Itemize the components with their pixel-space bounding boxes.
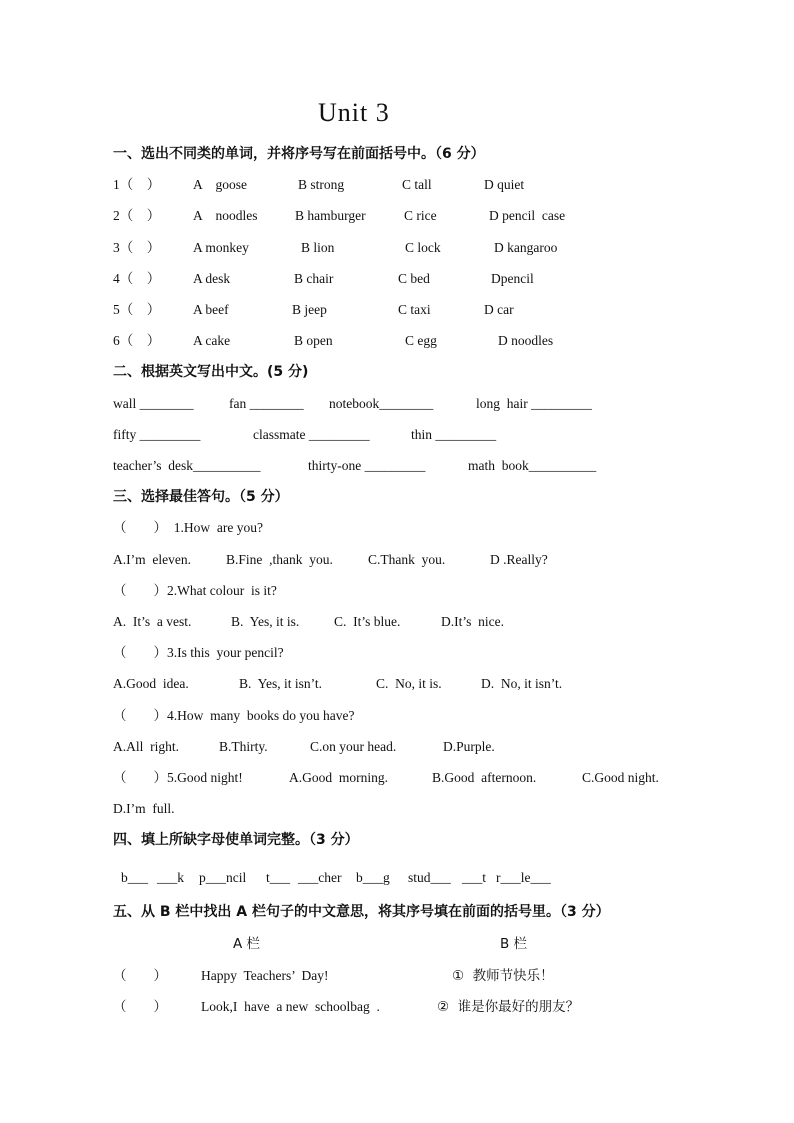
s3-q1-option-b: B.Fine ,thank you.: [226, 552, 333, 567]
s5-row-2-blank: （ ）: [113, 999, 167, 1014]
s3-q2-option-a: A. It’s a vest.: [113, 614, 192, 629]
s1-q1-option-d: D quiet: [484, 177, 525, 192]
s2-word-notebook: notebook________: [329, 396, 434, 411]
section-1-heading: 一、选出不同类的单词，并将序号写在前面括号中。（6 分）: [113, 146, 485, 162]
s5-column-b-label: B 栏: [500, 936, 528, 952]
s3-question-2: （ ）2.What colour is it?: [113, 583, 277, 598]
s3-q4-option-c: C.on your head.: [310, 739, 397, 754]
s2-word-fan: fan ________: [229, 396, 304, 411]
s2-word-thirty-one: thirty-one _________: [308, 458, 426, 473]
s3-q3-option-a: A.Good idea.: [113, 676, 189, 691]
s1-q6-option-b: B open: [294, 333, 333, 348]
s1-q5-option-b: B jeep: [292, 302, 327, 317]
s5-row-2-chinese: ② 谁是你最好的朋友？: [437, 999, 580, 1015]
s3-q5-option-a: A.Good morning.: [289, 770, 388, 785]
section-3-heading: 三、选择最佳答句。（5 分）: [113, 489, 289, 505]
s5-row-1-english: Happy Teachers’ Day!: [201, 968, 329, 983]
s5-row-1-chinese: ① 教师节快乐！: [452, 968, 554, 984]
s1-q5-option-a: A beef: [193, 302, 229, 317]
s4-word-6: b___g: [356, 870, 390, 885]
s1-q6-number: 6（ ）: [113, 333, 161, 348]
s3-q3-option-b: B. Yes, it isn’t.: [239, 676, 323, 691]
s2-word-math-book: math book__________: [468, 458, 597, 473]
s4-word-8: ___t: [462, 870, 487, 885]
s4-word-4: t___: [266, 870, 291, 885]
s3-q3-option-c: C. No, it is.: [376, 676, 442, 691]
s1-q1-option-c: C tall: [402, 177, 432, 192]
s1-q6-option-c: C egg: [405, 333, 437, 348]
s1-q3-option-b: B lion: [301, 240, 335, 255]
s1-q6-option-d: D noodles: [498, 333, 554, 348]
s3-q4-option-a: A.All right.: [113, 739, 179, 754]
s1-q2-option-b: B hamburger: [295, 208, 366, 223]
s1-q3-option-d: D kangaroo: [494, 240, 558, 255]
s3-q2-option-b: B. Yes, it is.: [231, 614, 300, 629]
s3-q2-option-d: D.It’s nice.: [441, 614, 504, 629]
s3-q1-option-a: A.I’m eleven.: [113, 552, 191, 567]
s3-question-5: （ ）5.Good night!: [113, 770, 243, 785]
s1-q3-option-c: C lock: [405, 240, 441, 255]
s1-q5-number: 5（ ）: [113, 302, 161, 317]
s1-q2-option-d: D pencil case: [489, 208, 566, 223]
s3-q5-option-d: D.I’m full.: [113, 801, 175, 816]
s1-q1-option-a: A goose: [193, 177, 247, 192]
s2-word-thin: thin _________: [411, 427, 497, 442]
s3-q1-option-d: D .Really?: [490, 552, 548, 567]
page-title: Unit 3: [318, 98, 390, 127]
s2-word-long-hair: long hair _________: [476, 396, 592, 411]
s2-word-classmate: classmate _________: [253, 427, 370, 442]
s1-q2-option-a: A noodles: [193, 208, 258, 223]
section-2-heading: 二、根据英文写出中文。(5 分): [113, 364, 309, 380]
s1-q4-option-a: A desk: [193, 271, 231, 286]
s4-word-7: stud___: [408, 870, 451, 885]
s5-row-2-english: Look,I have a new schoolbag .: [201, 999, 380, 1014]
s2-word-fifty: fifty _________: [113, 427, 201, 442]
s1-q5-option-d: D car: [484, 302, 514, 317]
s4-word-9: r___le___: [496, 870, 551, 885]
s1-q4-number: 4（ ）: [113, 271, 161, 286]
section-5-heading: 五、从 B 栏中找出 A 栏句子的中文意思，将其序号填在前面的括号里。（3 分）: [113, 904, 610, 920]
s3-question-4: （ ）4.How many books do you have?: [113, 708, 355, 723]
s3-q4-option-d: D.Purple.: [443, 739, 495, 754]
s3-q5-option-b: B.Good afternoon.: [432, 770, 537, 785]
s1-q3-option-a: A monkey: [193, 240, 249, 255]
s3-question-3: （ ）3.Is this your pencil?: [113, 645, 284, 660]
s3-q3-option-d: D. No, it isn’t.: [481, 676, 563, 691]
s1-q2-number: 2（ ）: [113, 208, 161, 223]
s3-q4-option-b: B.Thirty.: [219, 739, 268, 754]
s4-word-1: b___: [121, 870, 148, 885]
s2-word-teachers-desk: teacher’s desk__________: [113, 458, 261, 473]
s1-q6-option-a: A cake: [193, 333, 231, 348]
s4-word-5: ___cher: [298, 870, 342, 885]
section-4-heading: 四、填上所缺字母使单词完整。（3 分）: [113, 832, 359, 848]
s4-word-2: ___k: [157, 870, 184, 885]
s1-q5-option-c: C taxi: [398, 302, 431, 317]
s3-q1-option-c: C.Thank you.: [368, 552, 446, 567]
s1-q4-option-c: C bed: [398, 271, 430, 286]
s5-row-1-blank: （ ）: [113, 968, 167, 983]
s1-q3-number: 3（ ）: [113, 240, 161, 255]
s5-column-a-label: A 栏: [233, 936, 261, 952]
s4-word-3: p___ncil: [199, 870, 247, 885]
s1-q4-option-b: B chair: [294, 271, 334, 286]
s1-q4-option-d: Dpencil: [491, 271, 534, 286]
s1-q1-option-b: B strong: [298, 177, 345, 192]
s1-q2-option-c: C rice: [404, 208, 437, 223]
s2-word-wall: wall ________: [113, 396, 194, 411]
s3-question-1: （ ） 1.How are you?: [113, 520, 263, 535]
s3-q2-option-c: C. It’s blue.: [334, 614, 401, 629]
s1-q1-number: 1（ ）: [113, 177, 161, 192]
s3-q5-option-c: C.Good night.: [582, 770, 659, 785]
